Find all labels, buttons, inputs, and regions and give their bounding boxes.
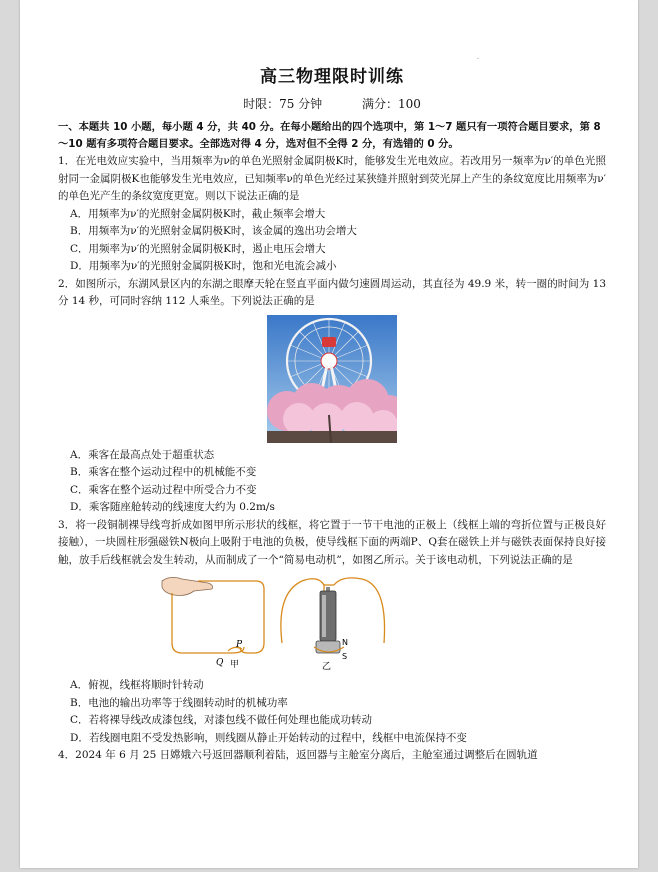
question-4-stem: 4．2024 年 6 月 25 日嫦娥六号返回器顺利着陆，返回器与主舱室分离后，主舱室通过调整后在圆轨道 [58, 749, 538, 761]
stray-dot: · [477, 56, 479, 63]
section-instructions: 一、本题共 10 小题，每小题 4 分，共 40 分。在每小题给出的四个选项中，第 1～7 题只有一项符合题目要求，第 8～10 题有多项符合题目要求。全部选对得 4 分，选对但不全得 2 分，有选错的 0 分。 [58, 121, 601, 150]
question-3-option-c: C．若将裸导线改成漆包线，对漆包线不做任何处理也能成功转动 [70, 714, 373, 726]
motor-figure [152, 573, 512, 673]
label-yi: 乙 [322, 662, 332, 672]
question-2-option-a: A．乘客在最高点处于超重状态 [70, 448, 215, 461]
time-limit: 时限：75 分钟 [243, 97, 323, 111]
question-1-option-d: D．用频率为ν′的光照射金属阴极K时，饱和光电流会减小 [70, 260, 337, 272]
label-s: S [342, 652, 348, 661]
question-2-option-d: D．乘客随座舱转动的线速度大约为 0.2m/s [70, 501, 275, 513]
question-2-option-c: C．乘客在整个运动过程中所受合力不变 [70, 483, 257, 496]
exam-meta [58, 95, 606, 115]
question-3-stem: 3．将一段铜制裸导线弯折成如图甲所示形状的线框，将它置于一节干电池的正极上（线框上端的弯折位置与正极良好接触），一块圆柱形强磁铁N极向上吸附于电池的负极，使导线框下面的两端P、Q套在磁铁上并与磁铁表面保持良好接触，放手后线框就会发生转动，从而制成了一个“简易电动机”，如图乙所示。关于该电动机，下列说法正确的是 [58, 518, 606, 566]
question-3-option-a: A．俯视，线框将顺时针转动 [70, 679, 204, 691]
full-score: 满分：100 [362, 97, 421, 111]
exam-page [20, 0, 638, 868]
question-3-option-b: B．电池的输出功率等于线圈转动时的机械功率 [70, 696, 288, 709]
question-1-option-c: C．用频率为ν′的光照射金属阴极K时，遏止电压会增大 [70, 242, 326, 255]
label-p: P [236, 640, 243, 650]
label-q: Q [216, 658, 224, 668]
question-1-option-a: A．用频率为ν′的光照射金属阴极K时，截止频率会增大 [70, 207, 326, 220]
question-2-stem: 2．如图所示，东湖风景区内的东湖之眼摩天轮在竖直平面内做匀速圆周运动，其直径为 49.9 米，转一圈的时间为 13 分 14 秒，可同时容纳 112 人乘坐。下列说法正确的是 [58, 277, 606, 307]
ferris-wheel-photo [267, 315, 397, 443]
label-jia: 甲 [230, 660, 240, 670]
exam-content [58, 62, 606, 765]
question-2-option-b: B．乘客在整个运动过程中的机械能不变 [70, 466, 257, 478]
page-title: 高三物理限时训练 [260, 67, 404, 87]
question-3-option-d: D．若线圈电阻不受发热影响，则线圈从静止开始转动的过程中，线框中电流保持不变 [70, 731, 467, 744]
question-1-option-b: B．用频率为ν′的光照射金属阴极K时，该金属的逸出功会增大 [70, 225, 357, 237]
question-1-stem: 1．在光电效应实验中，当用频率为ν的单色光照射金属阴极K时，能够发生光电效应。若改用另一频率为ν′的单色光照射同一金属阴极K也能够发生光电效应，已知频率ν的单色光经过某狭缝并照射到荧光屏上产生的条纹宽度比用频率为ν′的单色光产生的条纹宽度更宽。则以下说法正确的是 [58, 155, 606, 202]
label-n: N [342, 638, 348, 647]
